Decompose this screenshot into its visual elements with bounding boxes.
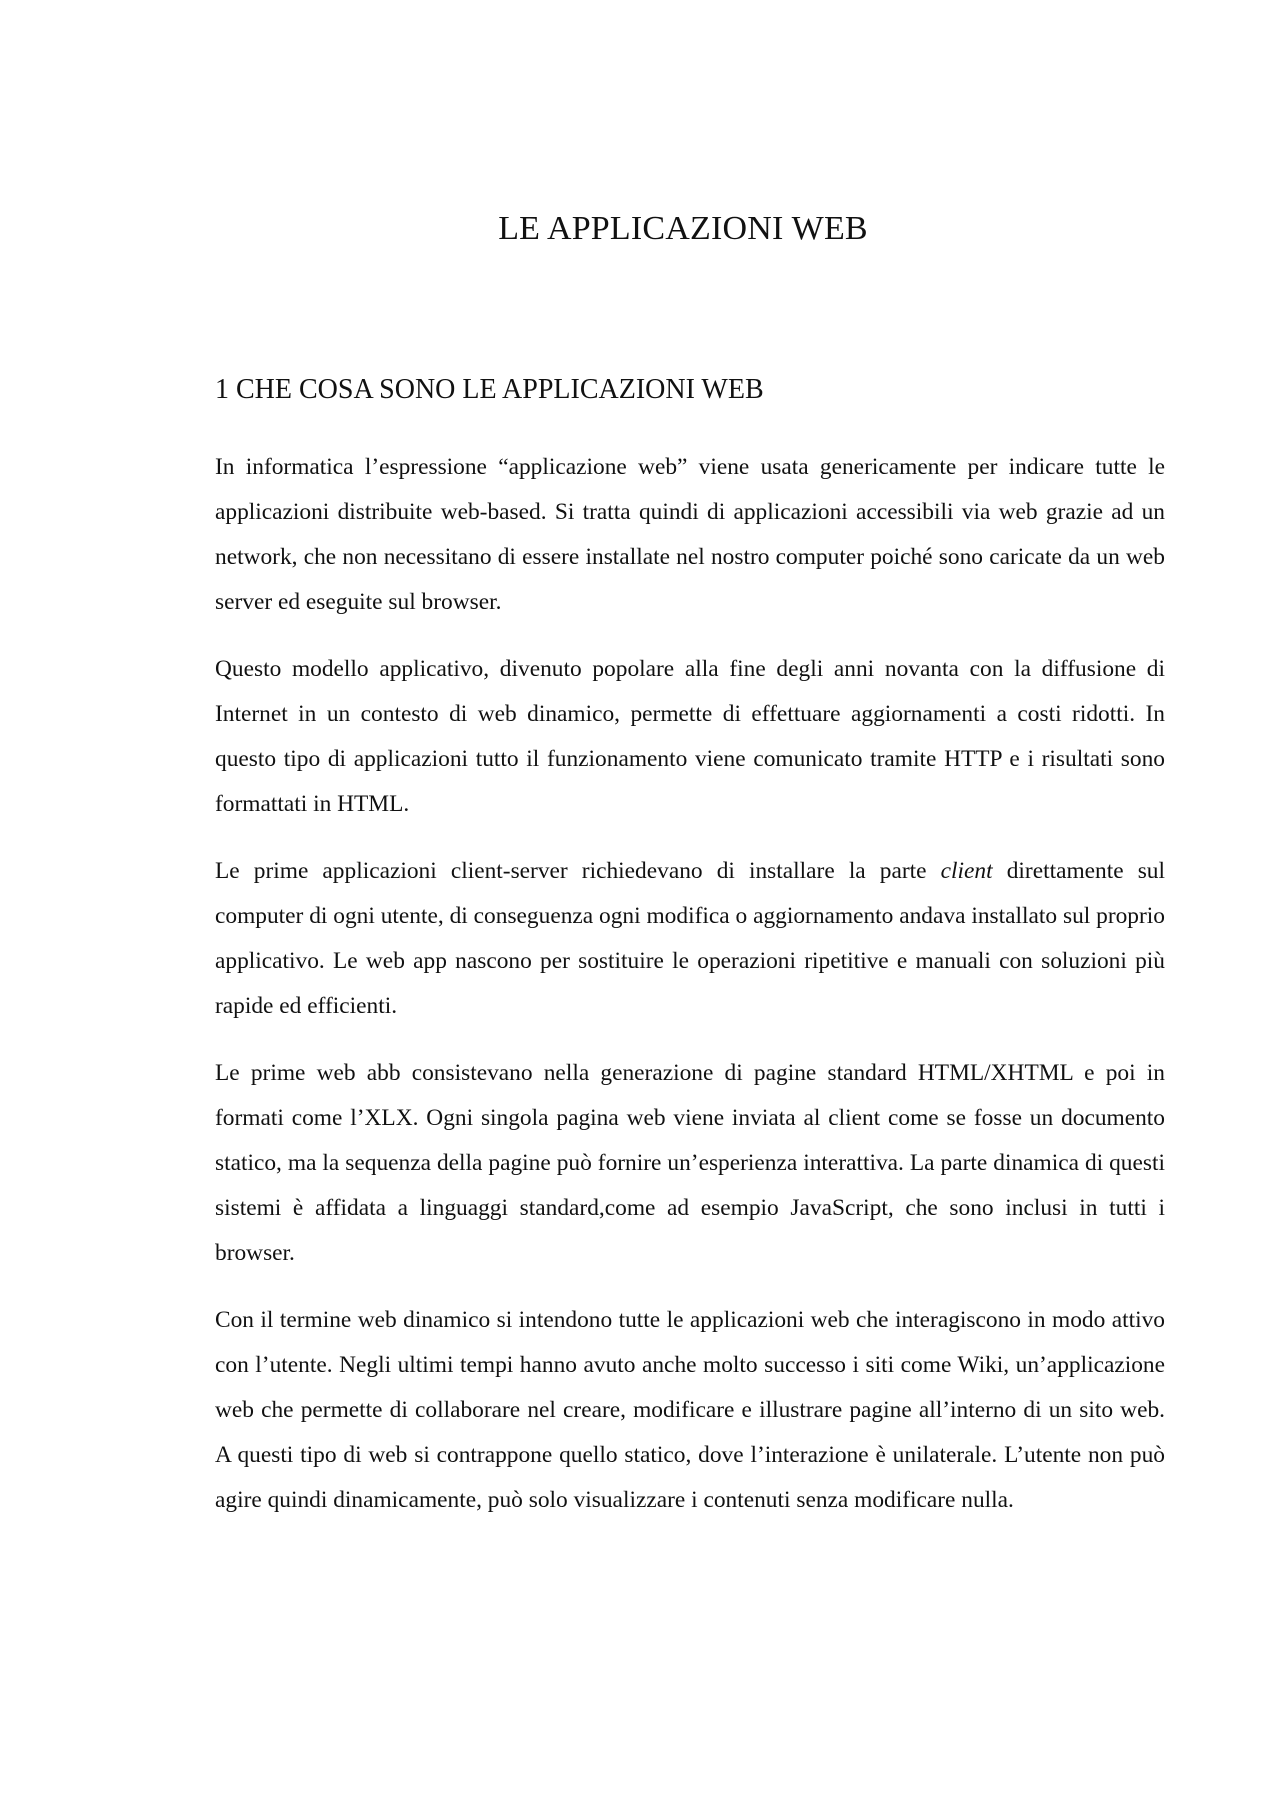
page-title: LE APPLICAZIONI WEB [498, 210, 868, 247]
paragraph-5: Con il termine web dinamico si intendono tutte le applicazioni web che interagiscono in modo attivo con l’utente. Negli ultimi tempi hanno avuto anche molto successo i siti come Wiki, un’applicazione web che permette di collaborare nel creare, modificare e illustrare pagine all’interno di un sito web. A questi tipo di web si contrappone quello statico, dove l’interazione è unilaterale. L’utente non può agire quindi dinamicamente, può solo visualizzare i contenuti senza modificare nulla. [215, 1307, 1165, 1513]
paragraph-3-text-before: Le prime applicazioni client-server richiedevano di installare la parte [215, 858, 941, 884]
paragraph-1: In informatica l’espressione “applicazione web” viene usata genericamente per indicare tutte le applicazioni distribuite web-based. Si tratta quindi di applicazioni accessibili via web grazie ad un network, che non necessitano di essere installate nel nostro computer poiché sono caricate da un web server ed eseguite sul browser. [215, 454, 1165, 615]
section-heading: 1 CHE COSA SONO LE APPLICAZIONI WEB [215, 374, 764, 405]
body-text [215, 445, 1165, 1545]
paragraph-3-text-after: direttamente sul computer di ogni utente, di conseguenza ogni modifica o aggiornamento andava installato sul proprio applicativo. Le web app nascono per sostituire le operazioni ripetitive e manuali con soluzioni più rapide ed efficienti. [215, 858, 1165, 1019]
paragraph-3 [215, 849, 1165, 1029]
paragraph-2: Questo modello applicativo, divenuto popolare alla fine degli anni novanta con la diffusione di Internet in un contesto di web dinamico, permette di effettuare aggiornamenti a costi ridotti. In questo tipo di applicazioni tutto il funzionamento viene comunicato tramite HTTP e i risultati sono formattati in HTML. [215, 656, 1165, 817]
paragraph-4: Le prime web abb consistevano nella generazione di pagine standard HTML/XHTML e poi in formati come l’XLX. Ogni singola pagina web viene inviata al client come se fosse un documento statico, ma la sequenza della pagine può fornire un’esperienza interattiva. La parte dinamica di questi sistemi è affidata a linguaggi standard,come ad esempio JavaScript, che sono inclusi in tutti i browser. [215, 1060, 1165, 1266]
paragraph-3-emphasis: client [940, 858, 993, 884]
